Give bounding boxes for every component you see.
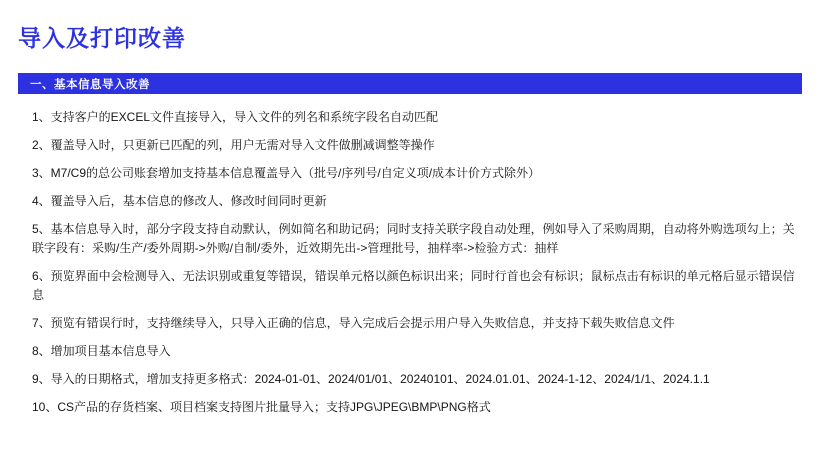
list-item: 6、预览界面中会检测导入、无法识别或重复等错误，错误单元格以颜色标识出来；同时行首也会有标识；鼠标点击有标识的单元格后显示错误信息 <box>32 269 795 302</box>
page-title: 导入及打印改善 <box>18 25 186 51</box>
list-item: 7、预览有错误行时，支持继续导入，只导入正确的信息，导入完成后会提示用户导入失败信息，并支持下载失败信息文件 <box>32 315 675 330</box>
list-item: 8、增加项目基本信息导入 <box>32 343 171 358</box>
list-item: 10、CS产品的存货档案、项目档案支持图片批量导入；支持JPG\JPEG\BMP\PNG格式 <box>32 400 491 415</box>
section-header-label: 一、基本信息导入改善 <box>30 78 150 91</box>
list-item: 5、基本信息导入时，部分字段支持自动默认，例如简名和助记码；同时支持关联字段自动处理，例如导入了采购周期，自动将外购选项勾上；关联字段有：采购/生产/委外周期->外购/自制/委外，近效期先出->管理批号，抽样率->检验方式：抽样 <box>32 222 795 255</box>
content-list <box>18 108 802 426</box>
list-item: 2、覆盖导入时，只更新已匹配的列，用户无需对导入文件做删减调整等操作 <box>32 138 435 153</box>
list-item: 3、M7/C9的总公司账套增加支持基本信息覆盖导入（批号/序列号/自定义项/成本计价方式除外） <box>32 166 541 181</box>
list-item: 9、导入的日期格式，增加支持更多格式：2024-01-01、2024/01/01、20240101、2024.01.01、2024-1-12、2024/1/1、2024.1.1 <box>32 371 710 386</box>
section-header-bar <box>18 73 802 94</box>
list-item: 4、覆盖导入后，基本信息的修改人、修改时间同时更新 <box>32 194 327 209</box>
list-item: 1、支持客户的EXCEL文件直接导入，导入文件的列名和系统字段名自动匹配 <box>32 110 439 124</box>
